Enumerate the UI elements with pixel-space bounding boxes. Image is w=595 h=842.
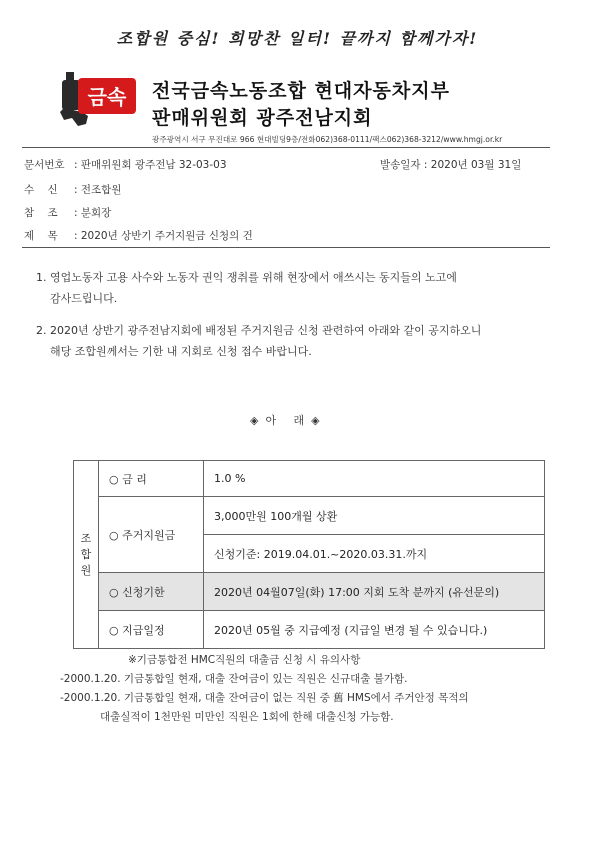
paragraph-1-line2: 감사드립니다.: [50, 292, 118, 305]
header-divider: [22, 147, 550, 148]
org-name-line2: 판매위원회 광주전남지회: [152, 107, 373, 129]
slogan: 조합원 중심! 희망찬 일터! 끝까지 함께가자!: [116, 29, 479, 48]
row-value: 3,000만원 100개월 상환: [204, 497, 545, 535]
org-address: 광주광역시 서구 무진대로 966 현대빌딩9층/전화062)368-0111/팩스062)368-3212/www.hmgj.or.kr: [152, 135, 503, 144]
recipient-row: [24, 182, 121, 197]
send-date-label: 발송일자: [380, 159, 421, 171]
notes-title: ※기금통합전 HMC직원의 대출금 신청 시 유의사항: [128, 654, 361, 666]
table-row: [74, 573, 545, 611]
subject-label: 제 목: [24, 230, 58, 242]
doc-number: : 판매위원회 광주전남 32-03-03: [74, 159, 227, 171]
reference-label: 참 조: [24, 207, 58, 219]
meta-divider: [22, 247, 550, 248]
support-info-table: [73, 460, 545, 649]
send-date: : 2020년 03월 31일: [423, 159, 522, 171]
table-row: [74, 611, 545, 649]
recipient-label: 수 신: [24, 184, 58, 196]
table-row: [74, 461, 545, 497]
row-value: 1.0 %: [204, 461, 545, 497]
recipient: : 전조합원: [74, 184, 122, 196]
row-label: ○ 주거지원금: [99, 497, 204, 573]
row-value: 2020년 05월 중 지급예정 (지급일 변경 될 수 있습니다.): [204, 611, 545, 649]
subject: : 2020년 상반기 주거지원금 신청의 건: [74, 230, 253, 242]
paragraph-2-line1: 2. 2020년 상반기 광주전남지회에 배정된 주거지원금 신청 관련하여 아래와 같이 공지하오니: [36, 324, 482, 337]
reference-row: [24, 205, 111, 220]
notes-line-3: 대출실적이 1천만원 미만인 직원은 1회에 한해 대출신청 가능함.: [100, 711, 394, 723]
notes-line-1: -2000.1.20. 기금통합일 현재, 대출 잔여금이 있는 직원은 신규대출 불가함.: [60, 673, 408, 685]
paragraph-2-line2: 해당 조합원께서는 기한 내 지회로 신청 접수 바랍니다.: [50, 345, 312, 358]
union-logo: [58, 68, 140, 130]
org-name-line1: 전국금속노동조합 현대자동차지부: [152, 80, 450, 102]
send-date-row: [380, 157, 521, 172]
fist-icon: [62, 80, 80, 110]
table-row: [74, 497, 545, 535]
row-value: 2020년 04월07일(화) 17:00 지회 도착 분까지 (유선문의): [204, 573, 545, 611]
row-label: ○ 금 리: [99, 461, 204, 497]
reference: : 분회장: [74, 207, 112, 219]
below-heading: ◈ 아 래 ◈: [250, 414, 320, 427]
paragraph-1-line1: 1. 영업노동자 고용 사수와 노동자 권익 쟁취를 위해 현장에서 애쓰시는 동지들의 노고에: [36, 271, 457, 284]
side-label: 조 합 원: [74, 461, 99, 649]
notes-line-2: -2000.1.20. 기금통합일 현재, 대출 잔여금이 없는 직원 중 舊 HMS에서 주거안정 목적의: [60, 692, 469, 704]
doc-number-row: [24, 157, 227, 172]
row-value-secondary: 신청기준: 2019.04.01.~2020.03.31.까지: [204, 535, 545, 573]
doc-number-label: 문서번호: [24, 159, 65, 171]
row-label: ○ 지급일정: [99, 611, 204, 649]
subject-row: [24, 228, 253, 243]
row-label: ○ 신청기한: [99, 573, 204, 611]
logo-text: 금속: [87, 85, 127, 109]
